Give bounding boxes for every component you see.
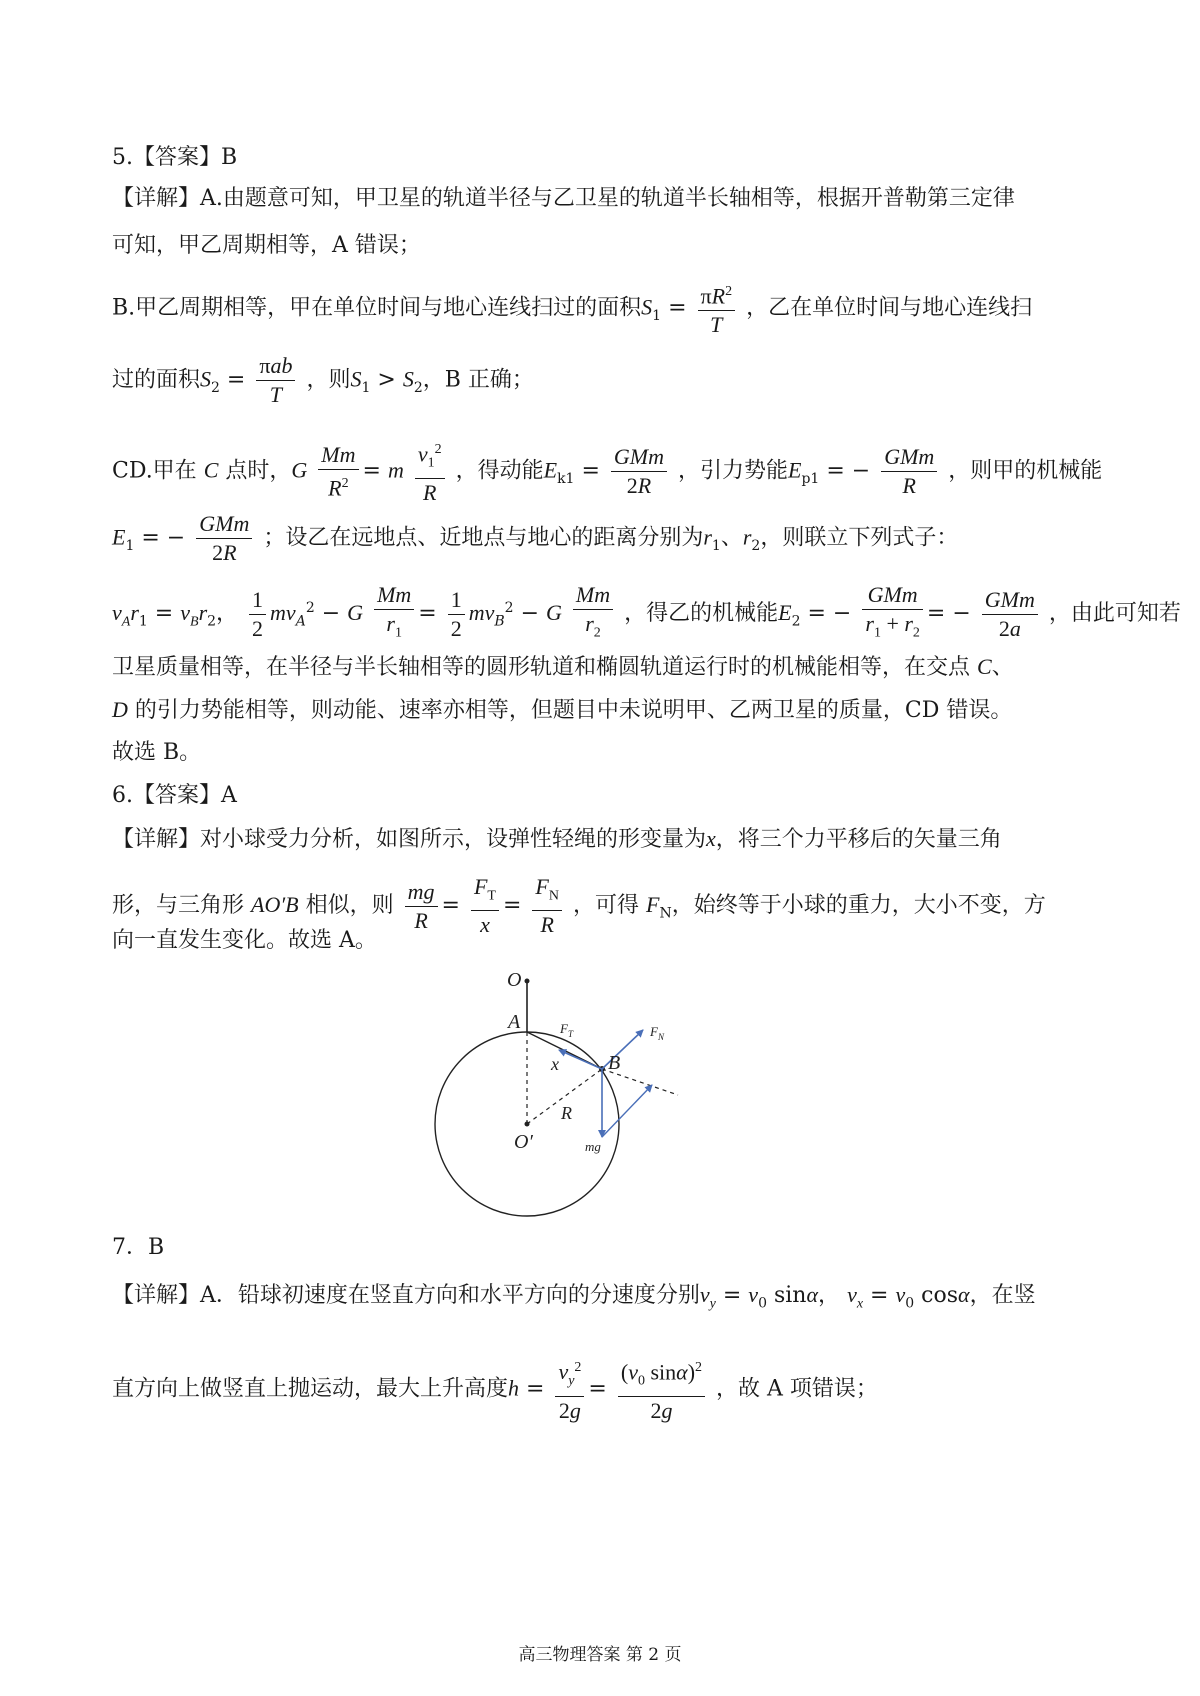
- q7-line2-text-a: 直方向上做竖直上抛运动，最大上升高度: [112, 1376, 509, 1402]
- q7-line1-text-b: ，: [818, 1283, 841, 1308]
- label-ft: $F_T$: [560, 1021, 573, 1039]
- q6-line1-text-b: ，将三个力平移后的矢量三角: [715, 827, 1002, 852]
- q5-line9: D 的引力势能相等，则动能、速率亦相等，但题目中未说明甲、乙两卫星的质量，CD 错误。: [112, 697, 1013, 723]
- q7-line1-text-c: ，在竖: [969, 1283, 1036, 1308]
- q5-line5-text-b: 点时，: [225, 458, 292, 484]
- q7-line2-text-b: ，故 A 项错误；: [716, 1376, 878, 1402]
- q5-line5-text-e: ，则甲的机械能: [948, 458, 1103, 484]
- formula-ep1: $\frac{\text{GMm}}{R}$: [881, 443, 937, 500]
- force-diagram: [428, 962, 708, 1230]
- formula-centripetal: $\frac{v_1^2}{R}$: [415, 436, 445, 507]
- formula-r1: $\frac{Mm}{r_1}$: [374, 581, 414, 647]
- page-footer: 高三物理答案 第 2 页: [518, 1645, 682, 1665]
- label-mg: mg: [585, 1139, 601, 1154]
- q5-line7: $v_Ar_1 = v_Br_2$， $\frac{1}{2}$ $mv_A^2 - G$ $\frac{Mm}{r_1}$ = $\frac{1}{2}$ $mv_B^2 - G$ $\frac{Mm}{r_2}$ ，得乙的机械能$E_2$ = − $\frac{\text{GMm}}{r_1 + r_2}$ = − $\frac{\text{GMm}}{2a}$ ，由此可知若: [112, 581, 1181, 647]
- q5-line7-text-b: ，由此可知若: [1048, 601, 1181, 627]
- q7-line1: 【详解】A．铅球初速度在竖直方向和水平方向的分速度分别$v_y = v_0$ sinα， $v_x = v_0$ cosα，在竖: [112, 1282, 1036, 1312]
- q5-line9-text: 的引力势能相等，则动能、速率亦相等，但题目中未说明甲、乙两卫星的质量，CD 错误。: [134, 698, 1013, 723]
- q6-line2-text-c: ，可得: [572, 893, 639, 919]
- q7-line1-text-a: 【详解】A．铅球初速度在竖直方向和水平方向的分速度分别: [112, 1283, 700, 1308]
- q6-line2-text-b: 相似，则: [305, 893, 394, 919]
- q5-answer: 5.【答案】B: [112, 145, 238, 170]
- formula-e2b: $\frac{\text{GMm}}{2a}$: [982, 586, 1038, 643]
- formula-s2: $\frac{\text{πab}}{T}$: [256, 352, 295, 409]
- formula-ek1: $\frac{\text{GMm}}{2R}$: [611, 443, 667, 500]
- q5-line5-text-d: ，引力势能: [677, 458, 788, 484]
- arrow-ft: [559, 1050, 602, 1069]
- formula-mg-r: $\frac{mg}{R}$: [405, 878, 438, 935]
- q5-line8-text: 卫星质量相等，在半径与半长轴相等的圆形轨道和椭圆轨道运行时的机械能相等，在交点: [112, 655, 971, 680]
- formula-fn-r: $\frac{F_N}{R}$: [532, 873, 562, 939]
- q5-line6-text-a: ；设乙在远地点、近地点与地心的距离分别为: [263, 525, 704, 551]
- formula-e1: $\frac{\text{GMm}}{2R}$: [196, 510, 252, 567]
- q5-line10: 故选 B。: [112, 740, 202, 765]
- formula-ft-x: $\frac{F_T}{x}$: [471, 873, 499, 939]
- q6-line3: 向一直发生变化。故选 A。: [112, 928, 377, 953]
- q6-line2-text-a: 形，与三角形: [112, 893, 245, 919]
- q6-line2-text-d: ，始终等于小球的重力，大小不变，方: [671, 893, 1046, 919]
- q5-line2: 可知，甲乙周期相等，A 错误；: [112, 233, 421, 258]
- label-r: R: [561, 1103, 572, 1123]
- q5-line5: CD.甲在 C 点时，G $\frac{Mm}{R^2}$ = m $\frac{v_1^2}{R}$ ，得动能$E_{k1}$ = $\frac{\text{GMm}}{2R}$ ，引力势能$E_{p1}$ = − $\frac{\text{GMm}}{R}$ ，则甲的机械能: [112, 436, 1102, 507]
- formula-h2: $\frac{(v_0 \sin\alpha)^2}{2g}$: [618, 1354, 705, 1425]
- q5-line6-text-b: 、: [720, 525, 743, 551]
- label-fn: $F_N$: [650, 1024, 664, 1042]
- label-a: A: [508, 1011, 521, 1033]
- q6-line1-text-a: 【详解】对小球受力分析，如图所示，设弹性轻绳的形变量为: [112, 827, 707, 852]
- q5-line8: 卫星质量相等，在半径与半长轴相等的圆形轨道和椭圆轨道运行时的机械能相等，在交点 C、: [112, 654, 1014, 680]
- formula-r2: $\frac{Mm}{r_2}$: [573, 581, 613, 647]
- q5-line7-text-a: ，得乙的机械能: [624, 601, 779, 627]
- q6-line2: 形，与三角形 AO′B 相似，则 $\frac{mg}{R}$ = $\frac{F_T}{x}$ = $\frac{F_N}{R}$ ，可得 $F_N$，始终等于小球的重力，大小不变，方: [112, 874, 1046, 938]
- formula-e2: $\frac{\text{GMm}}{r_1 + r_2}$: [862, 581, 923, 647]
- label-x: x: [551, 1054, 559, 1074]
- formula-half-a: $\frac{1}{2}$: [249, 586, 266, 643]
- q5-line4-text-c: ，B 正确；: [422, 367, 534, 393]
- formula-h1: $\frac{v_y^2}{2g}$: [555, 1354, 584, 1425]
- q5-line5-text-c: ，得动能: [455, 458, 544, 484]
- point-o: [525, 979, 530, 984]
- label-b: B: [608, 1052, 621, 1074]
- formula-s1: $\frac{\pi R^2}{T}$: [698, 278, 736, 339]
- formula-half-b: $\frac{1}{2}$: [448, 586, 465, 643]
- arrow-shifted: [602, 1085, 652, 1137]
- q6-line1: 【详解】对小球受力分析，如图所示，设弹性轻绳的形变量为x，将三个力平移后的矢量三角: [112, 826, 1002, 852]
- q7-line2: 直方向上做竖直上抛运动，最大上升高度h = $\frac{v_y^2}{2g}$ = $\frac{(v_0 \sin\alpha)^2}{2g}$ ，故 A 项错误；: [112, 1354, 878, 1425]
- q5-line3: B.甲乙周期相等，甲在单位时间与地心连线扫过的面积$S_1$ = $\frac{\pi R^2}{T}$ ，乙在单位时间与地心连线扫: [112, 278, 1032, 339]
- label-o: O: [507, 969, 522, 991]
- q5-line4-text-b: ，则: [306, 367, 351, 393]
- formula-gravity: $\frac{Mm}{R^2}$: [318, 441, 358, 502]
- q5-line6-text-c: ，则联立下列式子：: [760, 525, 959, 551]
- q5-line1: 【详解】A.由题意可知，甲卫星的轨道半径与乙卫星的轨道半长轴相等，根据开普勒第三定律: [112, 186, 1015, 211]
- label-o-prime: O′: [514, 1131, 533, 1153]
- q5-line4-text-a: 过的面积: [112, 367, 201, 393]
- q5-line6: $E_1$ = − $\frac{\text{GMm}}{2R}$ ；设乙在远地点、近地点与地心的距离分别为$r_1$、$r_2$，则联立下列式子：: [112, 511, 959, 565]
- q5-line3-text-a: B.甲乙周期相等，甲在单位时间与地心连线扫过的面积: [112, 295, 642, 321]
- q7-answer: 7．B: [112, 1235, 165, 1260]
- q6-answer: 6.【答案】A: [112, 783, 237, 808]
- q5-line3-text-b: ，乙在单位时间与地心连线扫: [746, 295, 1033, 321]
- point-o-prime: [525, 1122, 530, 1127]
- q5-line4: 过的面积$S_2$ = $\frac{\text{πab}}{T}$ ，则$S_1 > S_2$，B 正确；: [112, 353, 534, 407]
- q5-line5-text-a: CD.甲在: [112, 458, 197, 484]
